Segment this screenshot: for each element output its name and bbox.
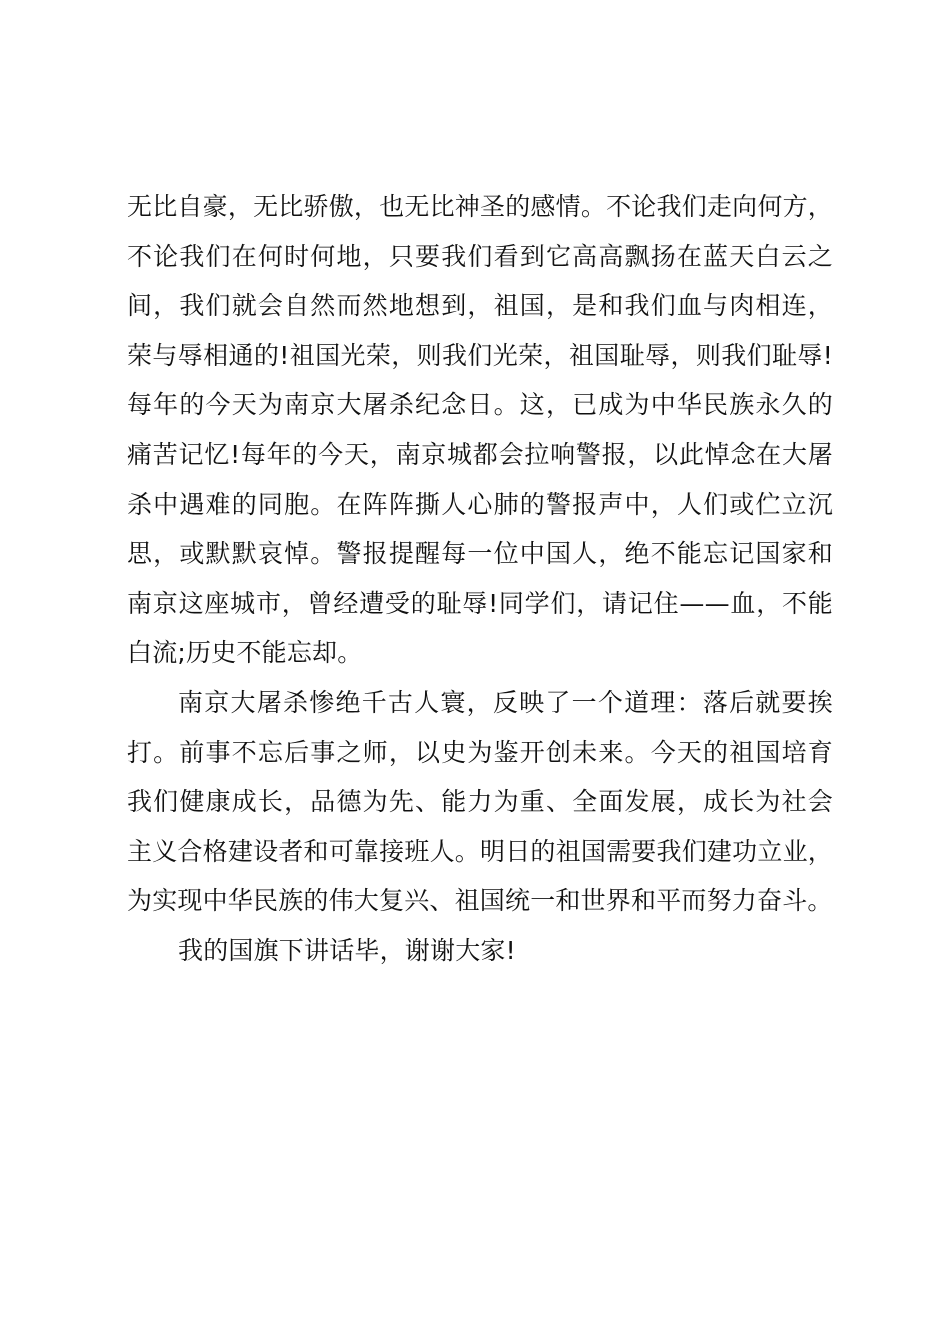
text-line: 打。前事不忘后事之师，以史为鉴开创未来。今天的祖国培育 bbox=[127, 737, 833, 767]
text-line: 痛苦记忆!每年的今天，南京城都会拉响警报，以此悼念在大屠 bbox=[127, 439, 833, 469]
text-line: 我们健康成长，品德为先、能力为重、全面发展，成长为社会 bbox=[127, 787, 833, 817]
text-line: 不论我们在何时何地，只要我们看到它高高飘扬在蓝天白云之 bbox=[127, 241, 833, 271]
paragraph-first-line: 南京大屠杀惨绝千古人寰，反映了一个道理：落后就要挨 bbox=[178, 687, 833, 717]
text-line: 为实现中华民族的伟大复兴、祖国统一和世界和平而努力奋斗。 bbox=[127, 886, 833, 916]
text-line: 每年的今天为南京大屠杀纪念日。这，已成为中华民族永久的 bbox=[127, 390, 833, 420]
text-line: 无比自豪，无比骄傲，也无比神圣的感情。不论我们走向何方， bbox=[127, 192, 833, 221]
text-line: 南京这座城市，曾经遭受的耻辱!同学们，请记住——血，不能 bbox=[127, 588, 833, 618]
text-line: 荣与辱相通的!祖国光荣，则我们光荣，祖国耻辱，则我们耻辱! bbox=[127, 340, 833, 370]
document-body bbox=[127, 182, 833, 976]
text-line: 白流;历史不能忘却。 bbox=[127, 638, 363, 668]
text-line: 思，或默默哀悼。警报提醒每一位中国人，绝不能忘记国家和 bbox=[127, 539, 833, 569]
text-line: 杀中遇难的同胞。在阵阵撕人心肺的警报声中，人们或伫立沉 bbox=[127, 489, 833, 519]
text-line: 间，我们就会自然而然地想到，祖国，是和我们血与肉相连， bbox=[127, 291, 833, 321]
closing-line: 我的国旗下讲话毕，谢谢大家! bbox=[178, 935, 516, 965]
text-line: 主义合格建设者和可靠接班人。明日的祖国需要我们建功立业， bbox=[127, 836, 833, 866]
